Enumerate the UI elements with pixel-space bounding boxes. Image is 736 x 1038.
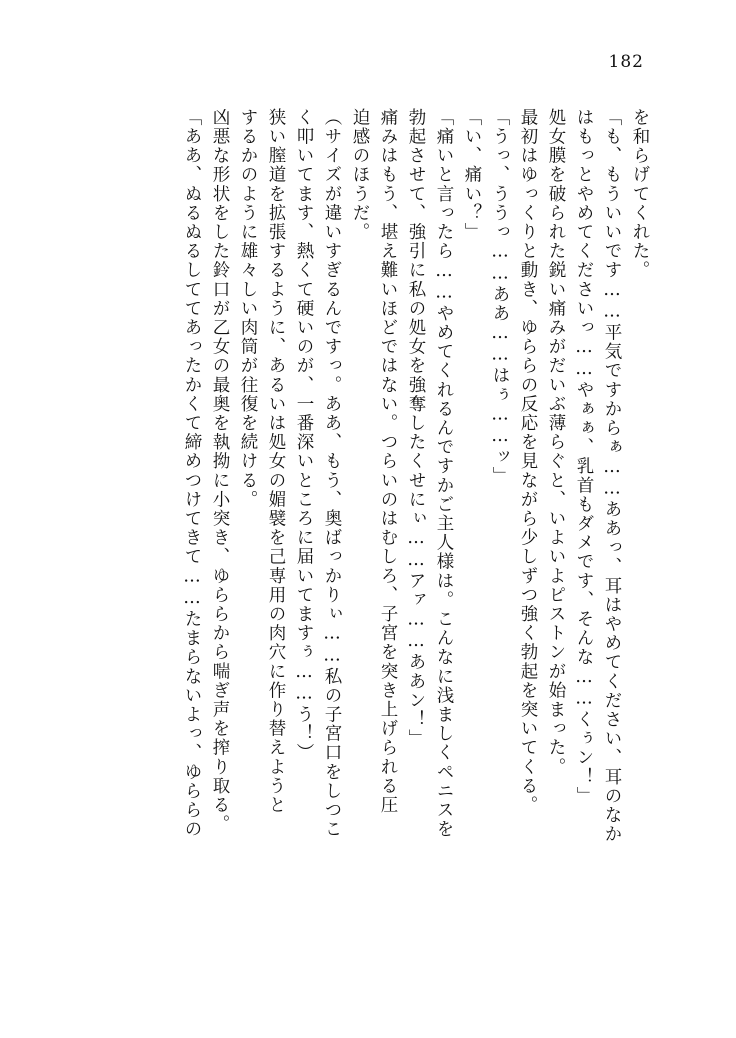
text-line: 「ああ、ぬるぬるしててあったかくて締めつけてきて……たまらないよっ、ゆららの	[182, 108, 202, 839]
text-line: を和らげてくれた。	[630, 108, 650, 280]
text-line: 迫感のほうだ。	[350, 108, 370, 242]
text-line: 「い、痛い？」	[462, 108, 482, 242]
text-line: 最初はゆっくりと動き、ゆららの反応を見ながら少しずつ強く勃起を突いてくる。	[518, 108, 538, 815]
text-line: 「痛いと言ったら……やめてくれるんですかご主人様は。こんなに浅ましくペニスを	[434, 108, 454, 839]
text-line: 狭い膣道を拡張するように、あるいは処女の媚襞を己専用の肉穴に作り替えようと	[266, 108, 286, 815]
text-line: するかのように雄々しい肉筒が往復を続ける。	[238, 108, 258, 510]
text-line: 勃起させて、強引に私の処女を強奪したくせにぃ……アァ……ああン！」	[406, 108, 426, 749]
text-line: 痛みはもう、堪え難いほどではない。つらいのはむしろ、子宮を突き上げられる圧	[378, 108, 398, 815]
text-line: 処女膜を破られた鋭い痛みがだいぶ薄らぐと、いよいよピストンが始まった。	[546, 108, 566, 777]
text-line: く叩いてます、熱くて硬いのが、一番深いところに届いてますぅ……う！）	[294, 108, 314, 763]
text-line: 「も、もういいです……平気ですからぁ……ああっ、耳はやめてください、耳のなか	[602, 108, 622, 844]
page-number: 182	[608, 52, 644, 72]
vertical-text-body	[88, 108, 648, 960]
text-line: （サイズが違いすぎるんですっ。ああ、もう、奥ばっかりぃ……私の子宮口をしつこ	[322, 108, 342, 839]
text-line: はもっとやめてくださいっ……やぁぁ、乳首もダメです、そんな……くぅン！」	[574, 108, 594, 806]
text-line: 「うっ、ううっ……ああ……はぅ……ッ」	[490, 108, 510, 486]
text-line: 凶悪な形状をした鈴口が乙女の最奥を執拗に小突き、ゆららから喘ぎ声を搾り取る。	[210, 108, 230, 834]
